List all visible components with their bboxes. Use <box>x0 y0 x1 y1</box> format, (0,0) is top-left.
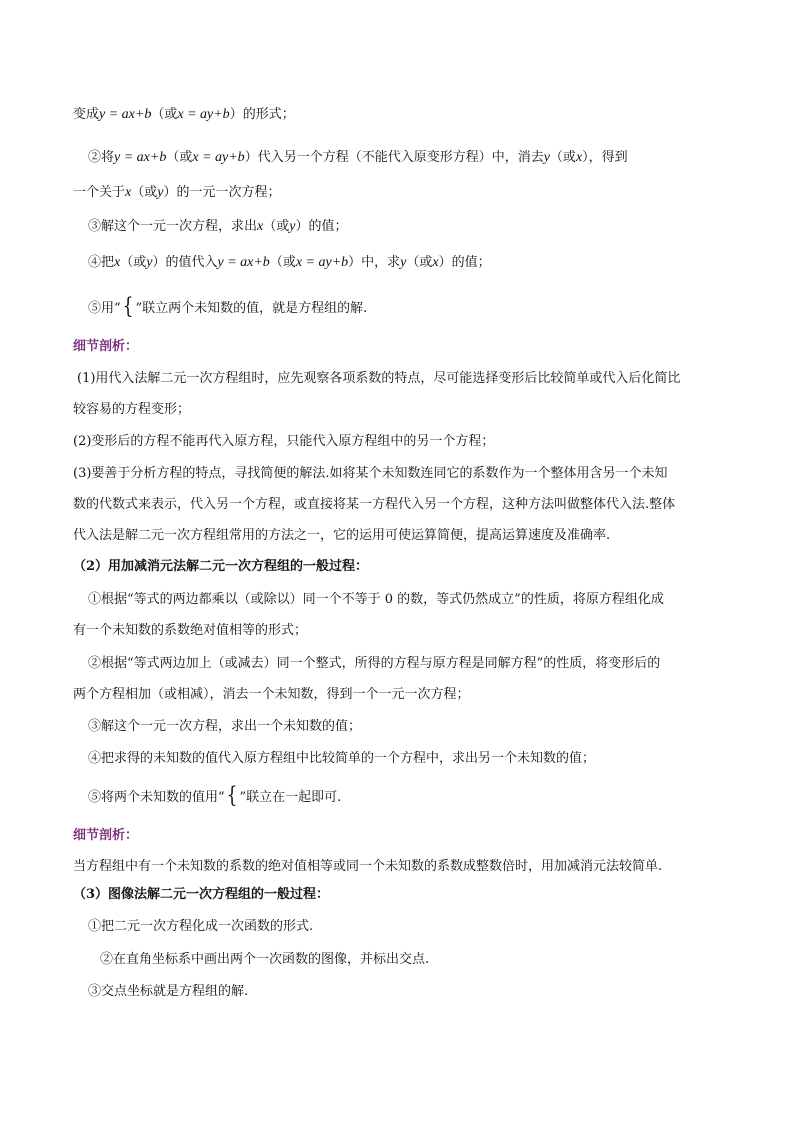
text: ）中，求 <box>348 255 401 270</box>
text: ）的值； <box>295 219 348 234</box>
graph-step-2: ②在直角坐标系中画出两个一次函数的图像，并标出交点. <box>100 952 430 967</box>
sub-step-4 <box>88 254 491 272</box>
formula: y <box>289 219 296 234</box>
formula: y <box>400 255 407 270</box>
formula: x = ay+b <box>177 107 230 122</box>
text: ）的形式； <box>229 107 295 122</box>
sub-step-5 <box>88 294 368 320</box>
detail-paragraph: 数的代数式来表示，代入另一个方程，或直接将某一方程代入另一个方程，这种方法叫做整体代入法.整体 <box>73 497 676 512</box>
text: ④把 <box>88 255 115 270</box>
section-heading: （2）用加减消元法解二元一次方程组的一般过程： <box>73 559 369 574</box>
text: ”联立在一起即可. <box>239 790 342 805</box>
elim-step-1-cont: 有一个未知数的系数绝对值相等的形式； <box>73 623 308 638</box>
text: ⑤将两个未知数的值用“ <box>88 790 225 805</box>
elim-step-2-cont: 两个方程相加（或相减），消去一个未知数，得到一个一元一次方程； <box>73 687 470 702</box>
text: （或 <box>151 107 178 122</box>
text: ②将 <box>88 150 115 165</box>
text: ”联立两个未知数的值，就是方程组的解. <box>135 301 368 316</box>
section-heading: （3）图像法解二元一次方程组的一般过程： <box>73 887 330 902</box>
detail-paragraph: 当方程组中有一个未知数的系数的绝对值相等或同一个未知数的系数成整数倍时，用加减消元法较简单. <box>73 859 663 874</box>
formula: x <box>432 255 439 270</box>
elim-step-4: ④把求得的未知数的值代入原方程组中比较简单的一个方程中，求出另一个未知数的值； <box>88 751 596 766</box>
detail-paragraph: (2)变形后的方程不能再代入原方程，只能代入原方程组中的另一个方程； <box>73 434 495 449</box>
graph-step-1: ①把二元一次方程化成一次函数的形式. <box>88 919 314 934</box>
formula: x = ay+b <box>295 255 349 270</box>
text: （或 <box>166 150 193 165</box>
formula: x <box>575 150 583 165</box>
brace-symbol: { <box>226 783 238 809</box>
graph-step-3: ③交点坐标就是方程组的解. <box>88 984 249 999</box>
sub-step-2 <box>88 149 628 167</box>
detail-paragraph: (1)用代入法解二元一次方程组时，应先观察各项系数的特点，尽可能选择变形后比较简单或代入后化简比 <box>77 371 681 386</box>
formula: y = ax+b <box>99 107 152 122</box>
text: 变成 <box>73 107 100 122</box>
detail-paragraph: (3)要善于分析方程的特点，寻找简便的解法.如将某个未知数连同它的系数作为一个整体用含另一个未知 <box>73 466 668 481</box>
formula: x <box>114 255 121 270</box>
formula: x <box>125 185 132 200</box>
elim-step-2: ②根据“等式两边加上（或减去）同一个整式，所得的方程与原方程是同解方程”的性质，将变形后的 <box>88 656 661 671</box>
detail-paragraph: 较容易的方程变形； <box>73 402 191 417</box>
text: ）的值； <box>438 255 491 270</box>
formula: x = ay+b <box>192 150 245 165</box>
text: （或 <box>131 185 158 200</box>
detail-paragraph: 代入法是解二元一次方程组常用的方法之一，它的运用可使运算简便，提高运算速度及准确率. <box>73 528 611 543</box>
formula: y <box>146 255 153 270</box>
text: ⑤用“ <box>88 301 121 316</box>
detail-heading: 细节剖析： <box>73 828 139 843</box>
formula: x <box>257 219 264 234</box>
text: （或 <box>549 150 576 165</box>
formula: y <box>543 150 550 165</box>
sub-step-3 <box>88 218 347 236</box>
elim-step-1: ①根据“等式的两边都乘以（或除以）同一个不等于 0 的数，等式仍然成立”的性质，将原方程组化成 <box>88 592 664 607</box>
brace-symbol: { <box>122 294 134 320</box>
formula: y = ax+b <box>114 150 167 165</box>
elim-step-5 <box>88 783 342 809</box>
text: （或 <box>406 255 433 270</box>
text: ）的一元一次方程； <box>163 185 281 200</box>
text: （或 <box>120 255 147 270</box>
sub-step-2-cont <box>73 184 280 202</box>
text: ）的值代入 <box>152 255 218 270</box>
intro-line <box>73 106 295 124</box>
text: 一个关于 <box>73 185 126 200</box>
formula: y = ax+b <box>217 255 270 270</box>
formula: y <box>157 185 164 200</box>
text: ），得到 <box>582 150 628 165</box>
detail-heading: 细节剖析： <box>73 339 139 354</box>
text: （或 <box>269 255 296 270</box>
text: ）代入另一个方程（不能代入原变形方程）中，消去 <box>244 150 544 165</box>
elim-step-3: ③解这个一元一次方程，求出一个未知数的值； <box>88 719 362 734</box>
text: （或 <box>263 219 290 234</box>
text: ③解这个一元一次方程，求出 <box>88 219 258 234</box>
